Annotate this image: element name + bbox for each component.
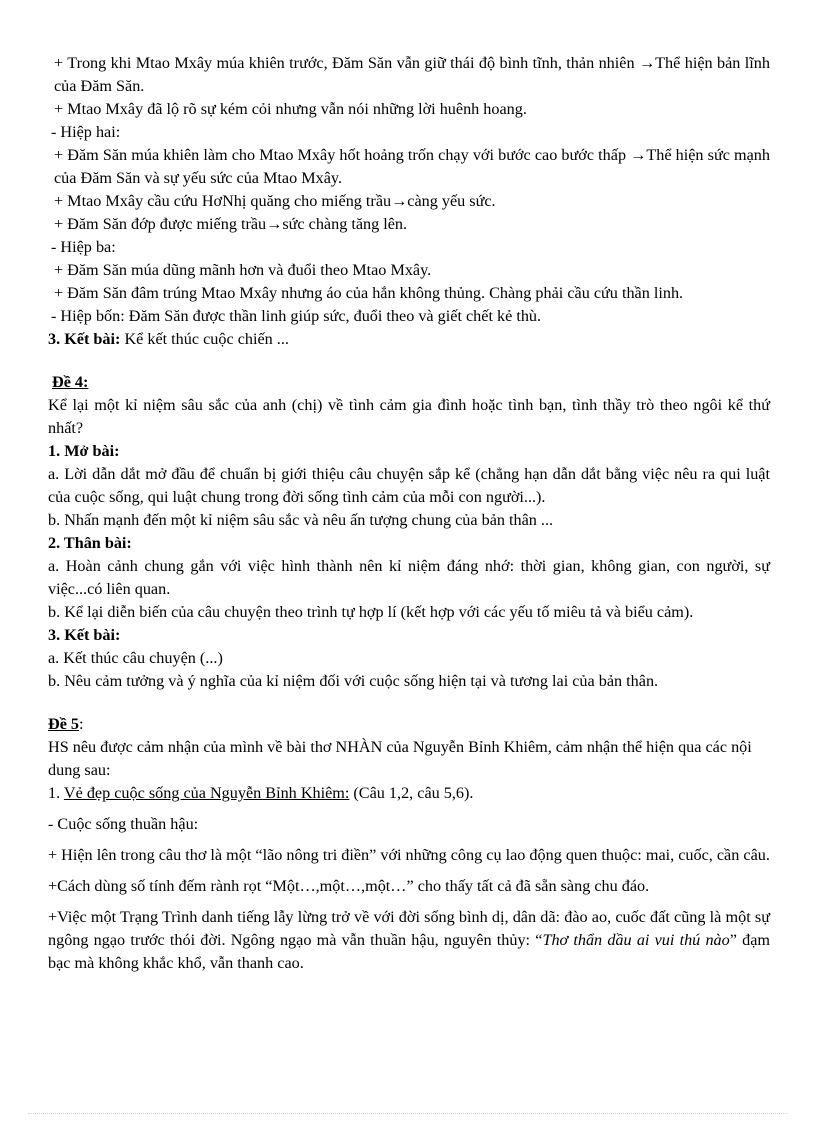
de3-line-5: + Mtao Mxây cầu cứu HơNhị quăng cho miếng trầu→càng yếu sức.: [54, 192, 496, 210]
de5-para-2: +Cách dùng số tính đếm rành rọt “Một…,một…,một…” cho thấy tất cả đã sẵn sàng chu đáo.: [48, 877, 650, 895]
de5-para-3: +Việc một Trạng Trình danh tiếng lẫy lừng trở về với đời sống bình dị, dân dã: đào ao, cuốc đất cũng là một sự ngông ngạo trước thói đời. Ngông ngạo mà vẫn thuần hậu, nguyên thủy: “Thơ thẩn dầu ai vui thú nào” đạm bạc mà không khắc khổ, vẫn thanh cao.: [48, 908, 770, 972]
de5-intro: HS nêu được cảm nhận của mình về bài thơ NHÀN của Nguyễn Bỉnh Khiêm, cảm nhận thể hiện qua các nội dung sau:: [48, 738, 752, 779]
de5-point-1: 1. Vẻ đẹp cuộc sống của Nguyễn Bỉnh Khiêm: (Câu 1,2, câu 5,6).: [48, 784, 474, 802]
de4-heading: Đề 4:: [52, 373, 89, 391]
de3-line-4: + Đăm Săn múa khiên làm cho Mtao Mxây hốt hoảng trốn chạy với bước cao bước thấp →Thể hiện sức mạnh của Đăm Săn và sự yếu sức của Mtao Mxây.: [54, 146, 770, 187]
de3-line-9: + Đăm Săn đâm trúng Mtao Mxây nhưng áo của hắn không thủng. Chàng phải cầu cứu thần linh.: [54, 284, 684, 302]
de5-para-3-quote: Thơ thẩn dầu ai vui thú nào: [542, 931, 730, 949]
de4-prompt: Kể lại một kỉ niệm sâu sắc của anh (chị) về tình cảm gia đình hoặc tình bạn, tình thầy trò theo ngôi kể thứ nhất?: [48, 396, 770, 437]
de5-point-1-title: Vẻ đẹp cuộc sống của Nguyễn Bỉnh Khiêm:: [63, 784, 350, 802]
de3-line-6: + Đăm Săn đớp được miếng trầu→sức chàng tăng lên.: [54, 215, 408, 233]
de3-line-3: - Hiệp hai:: [51, 123, 121, 141]
de4-ket-bai-a: a. Kết thúc câu chuyện (...): [48, 649, 223, 667]
de3-line-8: + Đăm Săn múa dũng mãnh hơn và đuổi theo Mtao Mxây.: [54, 261, 432, 279]
de3-ket-bai: [48, 328, 770, 351]
de4-than-bai-a: a. Hoàn cảnh chung gắn với việc hình thành nên kỉ niệm đáng nhớ: thời gian, không gian, con người, sự việc...có liên quan.: [48, 557, 770, 598]
de4-mo-bai-label: 1. Mở bài:: [48, 442, 120, 460]
de3-line-10: - Hiệp bốn: Đăm Săn được thần linh giúp sức, đuổi theo và giết chết kẻ thù.: [51, 307, 542, 325]
de5-heading: Đề 5:: [48, 715, 84, 733]
de5-para-1: + Hiện lên trong câu thơ là một “lão nông tri điền” với những công cụ lao động quen thuộc: mai, cuốc, cần câu.: [48, 846, 770, 864]
de4-mo-bai-a: a. Lời dẫn dắt mở đầu để chuẩn bị giới thiệu câu chuyện sắp kể (chẳng hạn dẫn dắt bằng việc nêu ra qui luật của cuộc sống, qui luật chung trong đời sống tình cảm của mỗi con người...).: [48, 465, 770, 506]
de3-ket-bai-text: Kể kết thúc cuộc chiến ...: [120, 330, 289, 348]
de3-line-7: - Hiệp ba:: [51, 238, 116, 256]
de3-line-1: + Trong khi Mtao Mxây múa khiên trước, Đăm Săn vẫn giữ thái độ bình tĩnh, thản nhiên →Thể hiện bản lĩnh của Đăm Săn.: [54, 54, 770, 95]
de3-line-2: + Mtao Mxây đã lộ rõ sự kém cỏi nhưng vẫn nói những lời huênh hoang.: [54, 100, 527, 118]
de3-ket-bai-label: 3. Kết bài:: [48, 330, 121, 348]
de4-than-bai-label: 2. Thân bài:: [48, 534, 132, 552]
page-bottom-border: [28, 1113, 788, 1114]
de4-than-bai-b: b. Kể lại diễn biến của câu chuyện theo trình tự hợp lí (kết hợp với các yếu tố miêu tả và biểu cảm).: [48, 603, 694, 621]
de4-ket-bai-label: 3. Kết bài:: [48, 626, 121, 644]
de4-ket-bai-b: b. Nêu cảm tưởng và ý nghĩa của kỉ niệm đối với cuộc sống hiện tại và tương lai của bản thân.: [48, 672, 659, 690]
de5-sub-1: - Cuộc sống thuần hậu:: [48, 815, 199, 833]
document-page: [48, 52, 770, 975]
de4-mo-bai-b: b. Nhấn mạnh đến một kỉ niệm sâu sắc và nêu ấn tượng chung của bản thân ...: [48, 511, 554, 529]
